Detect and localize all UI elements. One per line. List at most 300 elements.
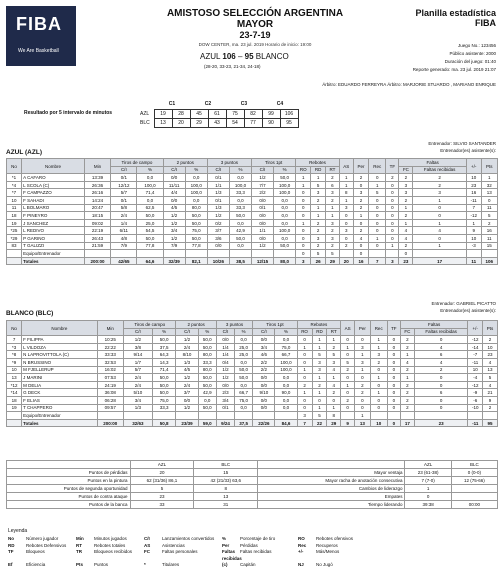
table-cell: 0,0	[274, 204, 296, 212]
table-cell: 2	[481, 219, 497, 227]
table-cell: 3	[355, 343, 371, 351]
table-cell: -4	[468, 374, 483, 382]
table-cell: 7	[297, 419, 312, 427]
table-cell: 32:53	[97, 358, 123, 366]
summary-value: 62 (31/36) 86,1	[130, 477, 194, 485]
column-header: Nombre	[22, 159, 85, 174]
table-cell: 33:33	[97, 351, 123, 359]
table-cell: 5	[326, 250, 340, 258]
table-cell: 2	[326, 227, 340, 235]
table-cell: 0	[414, 404, 468, 412]
table-cell: 0,0	[275, 404, 297, 412]
table-cell: 1	[339, 181, 353, 189]
table-cell	[185, 250, 207, 258]
table-cell: 3/4	[253, 343, 275, 351]
table-cell: 0/1	[111, 196, 137, 204]
table-cell: 3	[312, 358, 327, 366]
meta-line: Juego No.: 123456	[457, 43, 496, 48]
table-cell: 50,8	[152, 419, 176, 427]
table-cell: 80,0	[198, 366, 216, 374]
table-cell: 1	[297, 366, 312, 374]
table-cell: 0	[369, 242, 386, 250]
table-row	[7, 250, 498, 258]
interval-cell: 95	[280, 118, 298, 127]
column-subheader: Faltas recibidas	[413, 166, 466, 174]
table-cell: 17	[400, 419, 414, 427]
table-cell: 0	[353, 242, 369, 250]
interval-team: BLC	[140, 119, 150, 126]
summary-value: 7 (7-0)	[405, 477, 451, 485]
legend-desc: Lanzamientos convertidos	[162, 536, 215, 541]
table-cell: 10	[466, 234, 481, 242]
table-cell: 9/14	[124, 351, 153, 359]
table-cell: 66,7	[235, 389, 253, 397]
column-subheader: %	[152, 328, 176, 336]
table-cell: 3	[326, 234, 340, 242]
table-cell: 11/11	[163, 181, 185, 189]
table-cell: J SANCHEZ	[22, 219, 85, 227]
table-cell: M DELIA	[22, 381, 97, 389]
table-cell: 18:15	[84, 212, 110, 220]
table-cell: 2	[400, 343, 414, 351]
column-subheader: %	[235, 328, 253, 336]
column-subheader: RD	[311, 166, 326, 174]
column-subheader: C/I	[252, 166, 274, 174]
table-cell: 9	[466, 227, 481, 235]
table-cell	[414, 412, 468, 420]
table-cell: 0	[296, 234, 311, 242]
table-cell: -11	[468, 358, 483, 366]
table-cell: 3	[326, 189, 340, 197]
table-cell: 8	[327, 412, 341, 420]
interval-cell: 90	[262, 118, 280, 127]
table-cell: 1/1	[207, 181, 229, 189]
table-cell: 0/0	[253, 396, 275, 404]
table-cell: 0	[369, 219, 386, 227]
table-cell: 6	[414, 389, 468, 397]
table-row	[7, 204, 498, 212]
table-cell: 0	[296, 196, 311, 204]
table-cell: 75,0	[152, 396, 176, 404]
game-date: 23-7-19	[239, 30, 271, 40]
table-cell: 0	[327, 396, 341, 404]
table-cell: 11	[466, 257, 481, 265]
table-cell: 2/4	[124, 374, 153, 382]
table-cell: 1/2	[176, 336, 198, 344]
table-cell: 1	[481, 174, 497, 182]
summary-label: Puntos de pérdidas	[7, 469, 131, 477]
table-cell: 13	[481, 189, 497, 197]
table-cell: 16	[466, 189, 481, 197]
table-cell: 0,0	[229, 174, 251, 182]
table-cell: 1	[312, 374, 327, 382]
table-cell: 0	[414, 381, 468, 389]
table-cell: *3	[7, 343, 22, 351]
table-cell: 0	[386, 181, 399, 189]
table-cell: 50,0	[185, 234, 207, 242]
table-cell: 5	[369, 189, 386, 197]
table-cell: 0,0	[229, 196, 251, 204]
column-header: 2 puntos	[176, 321, 216, 329]
table-cell: 0/1	[111, 174, 137, 182]
summary-row	[7, 477, 498, 485]
table-row	[7, 412, 498, 420]
table-cell: F ELIAS	[22, 396, 97, 404]
interval-cell: 82	[244, 109, 262, 118]
interval-cell: 20	[172, 118, 190, 127]
table-cell: L VILDOZA	[22, 343, 97, 351]
table-cell: 1/2	[163, 219, 185, 227]
summary-value: 42 (21/33) 63,6	[194, 477, 258, 485]
table-cell: 1/2	[163, 234, 185, 242]
table-cell: 0	[369, 204, 386, 212]
header-row	[7, 159, 498, 167]
table-cell: 22:22	[97, 343, 123, 351]
column-subheader: %	[229, 166, 251, 174]
table-cell: 1	[399, 204, 413, 212]
table-cell: 50,0	[198, 381, 216, 389]
table-cell: 5/7	[111, 189, 137, 197]
table-cell: 4	[400, 358, 414, 366]
table-cell: 2	[400, 404, 414, 412]
table-cell: 80,0	[198, 351, 216, 359]
table-cell: 6	[414, 351, 468, 359]
table-cell: 0	[387, 396, 400, 404]
summary-value: 23	[130, 493, 194, 501]
table-cell: 0	[369, 196, 386, 204]
legend-key	[374, 549, 392, 562]
table-cell: 50,0	[152, 336, 176, 344]
table-cell: 26:36	[84, 181, 110, 189]
table-cell: 1	[400, 351, 414, 359]
table-cell: 3	[355, 358, 371, 366]
column-header: Tiros de campo	[124, 321, 176, 329]
table-cell: 0	[297, 336, 312, 344]
table-cell: L REDIVO	[22, 227, 85, 235]
summary-value	[451, 485, 497, 493]
table-cell: 50,0	[185, 219, 207, 227]
game-place: DOW CENTER, ma. 23 jul. 2019 Horario de inicio: 19:00	[198, 42, 312, 47]
column-header: Rebotes	[296, 159, 340, 167]
table-cell: 10	[483, 343, 498, 351]
table-cell: 0	[297, 404, 312, 412]
table-cell: 83	[7, 242, 22, 250]
table-cell: 82,1	[185, 257, 207, 265]
column-header: Tiros 1pt	[252, 159, 296, 167]
column-header: Rec	[369, 159, 386, 174]
summary-label: Cambios de liderazgo	[258, 485, 405, 493]
legend-desc: Asistencias	[162, 542, 185, 548]
column-header: Tiros de campo	[111, 159, 163, 167]
interval-cell: 43	[208, 118, 226, 127]
table-cell: 0	[297, 374, 312, 382]
table-cell: 33,3	[229, 204, 251, 212]
table-cell: 0,0	[274, 212, 296, 220]
table-cell: 0/0	[253, 336, 275, 344]
table-row	[7, 343, 498, 351]
table-cell: 09:02	[84, 219, 110, 227]
summary-value: 20	[130, 469, 194, 477]
table-cell	[466, 250, 481, 258]
table-cell: 0,0	[235, 358, 253, 366]
table-cell: 0,0	[274, 219, 296, 227]
table-cell: G DECK	[22, 389, 97, 397]
table-cell: 1/4	[216, 343, 234, 351]
table-cell: 13	[355, 419, 371, 427]
table-cell: 80,0	[274, 257, 296, 265]
table-cell	[124, 412, 153, 420]
column-header: AS	[341, 321, 355, 336]
table-cell: 2	[399, 212, 413, 220]
game-title-block	[150, 8, 360, 47]
table-cell: 71,4	[137, 189, 163, 197]
interval-cell: 106	[280, 109, 298, 118]
table-cell: 42,9	[229, 227, 251, 235]
table-cell: 0	[353, 250, 369, 258]
table-cell: 14,3	[152, 358, 176, 366]
table-cell: 1/2	[216, 374, 234, 382]
legend-key: NJ	[298, 562, 304, 568]
table-cell: 106	[481, 257, 497, 265]
table-cell: 3	[353, 189, 369, 197]
column-header: 3 puntos	[216, 321, 252, 329]
table-cell: 2	[400, 381, 414, 389]
summary-label: Empates	[258, 493, 405, 501]
table-cell: *1	[7, 174, 22, 182]
table-cell: 4	[399, 227, 413, 235]
table-cell: 1	[370, 343, 387, 351]
table-cell: 1	[399, 219, 413, 227]
table-cell: L SCOLA (C)	[22, 181, 85, 189]
table-cell: 21	[483, 389, 498, 397]
table-cell: 12/15	[252, 257, 274, 265]
table-cell: 12/12	[111, 181, 137, 189]
table-cell: 0/0	[252, 219, 274, 227]
table-cell: 8/10	[176, 351, 198, 359]
table-cell: 1	[312, 343, 327, 351]
table-cell: 0,0	[137, 174, 163, 182]
table-cell: 1	[327, 404, 341, 412]
meta-line: Duración del juego: 01:40	[444, 59, 496, 64]
fiba-logo	[6, 6, 76, 66]
summary-blank	[258, 461, 405, 469]
referees: Árbitro: EDUARDO FERREYRA Árbitro: MARJORIE STUARDO , MARIANO ENRIQUE	[322, 82, 496, 87]
legend-desc: Capitán	[240, 562, 256, 568]
table-cell: 100,0	[274, 181, 296, 189]
table-cell: 1	[341, 381, 355, 389]
azul-assistants: Entrenador(es) asistente(s):	[440, 148, 496, 153]
table-cell: 4	[413, 227, 466, 235]
table-cell: 0,0	[275, 396, 297, 404]
column-subheader: %	[198, 328, 216, 336]
column-header: Faltas	[399, 159, 466, 167]
table-cell: 5	[483, 374, 498, 382]
table-cell	[339, 250, 353, 258]
table-cell: 4	[483, 381, 498, 389]
table-cell: 2	[483, 336, 498, 344]
table-row	[7, 219, 498, 227]
table-cell: 23	[414, 419, 468, 427]
table-cell: 06:28	[97, 396, 123, 404]
column-subheader: FC	[400, 328, 414, 336]
table-row	[7, 212, 498, 220]
table-cell	[7, 257, 22, 265]
table-cell: 0	[414, 374, 468, 382]
table-cell: 2	[355, 389, 371, 397]
interval-header: C2	[204, 101, 212, 108]
table-cell: 0	[369, 174, 386, 182]
table-cell: 0/1	[207, 196, 229, 204]
blanco-team-name: BLANCO (BLC)	[6, 310, 54, 317]
away-points: 95	[244, 52, 254, 61]
summary-value: 39:38	[405, 501, 451, 509]
table-cell	[229, 250, 251, 258]
table-cell: 0	[413, 234, 466, 242]
table-cell: 1	[296, 174, 311, 182]
table-cell: 26:43	[84, 234, 110, 242]
table-cell: 13:39	[84, 174, 110, 182]
column-header: TF	[387, 321, 400, 336]
legend-desc: Faltas personales	[162, 549, 198, 555]
table-cell: 6/11	[111, 227, 137, 235]
table-cell	[152, 412, 176, 420]
column-header: Pts	[483, 321, 498, 336]
legend-title: Leyenda	[8, 528, 28, 534]
table-cell: 3	[312, 366, 327, 374]
table-cell: P GARINO	[22, 234, 85, 242]
table-cell: 95	[483, 419, 498, 427]
table-cell: 0,0	[235, 381, 253, 389]
table-cell: 0,0	[137, 196, 163, 204]
interval-header: C4	[276, 101, 284, 108]
table-cell: 11	[7, 204, 22, 212]
legend-key: Min	[76, 536, 84, 541]
table-cell: 10	[370, 419, 387, 427]
table-cell: 42/65	[111, 257, 137, 265]
table-cell: 0	[297, 351, 312, 359]
table-cell: 4	[399, 234, 413, 242]
table-cell: 33,3	[198, 358, 216, 366]
table-cell: 0	[297, 358, 312, 366]
table-row	[7, 257, 498, 265]
table-cell: 3	[311, 234, 326, 242]
legend-key: %	[222, 536, 227, 541]
table-cell: 0	[341, 351, 355, 359]
column-subheader: RT	[327, 328, 341, 336]
table-cell: L BOLMARO	[22, 204, 85, 212]
table-cell: 0	[355, 396, 371, 404]
table-cell: 33,3	[152, 404, 176, 412]
table-cell: 0/0	[163, 174, 185, 182]
table-cell: 5	[327, 351, 341, 359]
table-cell: 2	[386, 174, 399, 182]
table-cell	[274, 250, 296, 258]
table-cell: 38,5	[229, 257, 251, 265]
legend-key: *	[144, 562, 146, 568]
table-row	[7, 336, 498, 344]
table-cell: 19	[7, 219, 22, 227]
table-cell: 2	[339, 242, 353, 250]
column-subheader: RT	[326, 166, 340, 174]
summary-header: BLC	[194, 461, 258, 469]
table-cell: 1	[369, 234, 386, 242]
table-cell: 5/8	[111, 204, 137, 212]
table-cell: Totales	[22, 257, 85, 265]
table-cell: 0/1	[207, 174, 229, 182]
table-cell: 1	[311, 204, 326, 212]
table-cell: 1	[370, 374, 387, 382]
table-cell: 1	[297, 389, 312, 397]
legend-key: Pts	[76, 562, 84, 568]
table-row	[7, 242, 498, 250]
meta-line: Público asistente: 2000	[449, 51, 496, 56]
table-cell	[275, 412, 297, 420]
table-cell: 11	[481, 204, 497, 212]
table-cell: 0	[387, 419, 400, 427]
column-header: Min	[97, 321, 123, 336]
table-cell: 0	[341, 389, 355, 397]
table-cell: -14	[468, 343, 483, 351]
table-cell: 0	[296, 242, 311, 250]
table-cell: 32/63	[124, 419, 153, 427]
column-header: 2 puntos	[163, 159, 207, 167]
table-cell: 2	[399, 196, 413, 204]
table-cell: 100,0	[274, 189, 296, 197]
table-cell: 42,9	[198, 389, 216, 397]
table-cell: 1	[413, 219, 466, 227]
table-cell: -3	[466, 242, 481, 250]
table-cell: 100,0	[229, 181, 251, 189]
table-row	[7, 404, 498, 412]
final-score: AZUL 106 – 95 BLANCO	[200, 52, 289, 61]
table-cell: 2	[399, 242, 413, 250]
legend-desc: Rebotes Defensivos	[26, 542, 67, 548]
summary-row	[7, 501, 498, 509]
interval-table	[140, 100, 299, 128]
table-cell: 200:00	[84, 257, 110, 265]
table-cell: 10/26	[207, 257, 229, 265]
table-cell: 2	[400, 336, 414, 344]
table-row	[7, 389, 498, 397]
table-cell	[386, 250, 399, 258]
table-cell: 2/4	[111, 212, 137, 220]
table-cell: 1	[312, 404, 327, 412]
table-cell: -12	[468, 336, 483, 344]
table-cell: 0	[387, 351, 400, 359]
summary-value: 15	[194, 469, 258, 477]
table-cell: 0/0	[207, 242, 229, 250]
interval-header: C3	[240, 101, 248, 108]
table-row	[7, 351, 498, 359]
table-cell: 2	[483, 404, 498, 412]
table-cell: 2	[341, 396, 355, 404]
table-cell: 21:59	[84, 242, 110, 250]
summary-value: 00:00	[451, 501, 497, 509]
legend-desc	[392, 562, 452, 569]
legend-key: RT	[76, 542, 82, 548]
table-cell: 2	[399, 174, 413, 182]
legend-desc	[392, 549, 452, 562]
table-cell: 1	[311, 174, 326, 182]
table-cell: 66,7	[275, 351, 297, 359]
interval-cell: 54	[226, 118, 244, 127]
table-cell	[207, 250, 229, 258]
table-cell: 0	[481, 196, 497, 204]
table-cell: 2	[311, 219, 326, 227]
table-cell: 4	[483, 358, 498, 366]
table-cell: 18	[7, 212, 22, 220]
legend-desc: Titulares	[162, 562, 180, 568]
